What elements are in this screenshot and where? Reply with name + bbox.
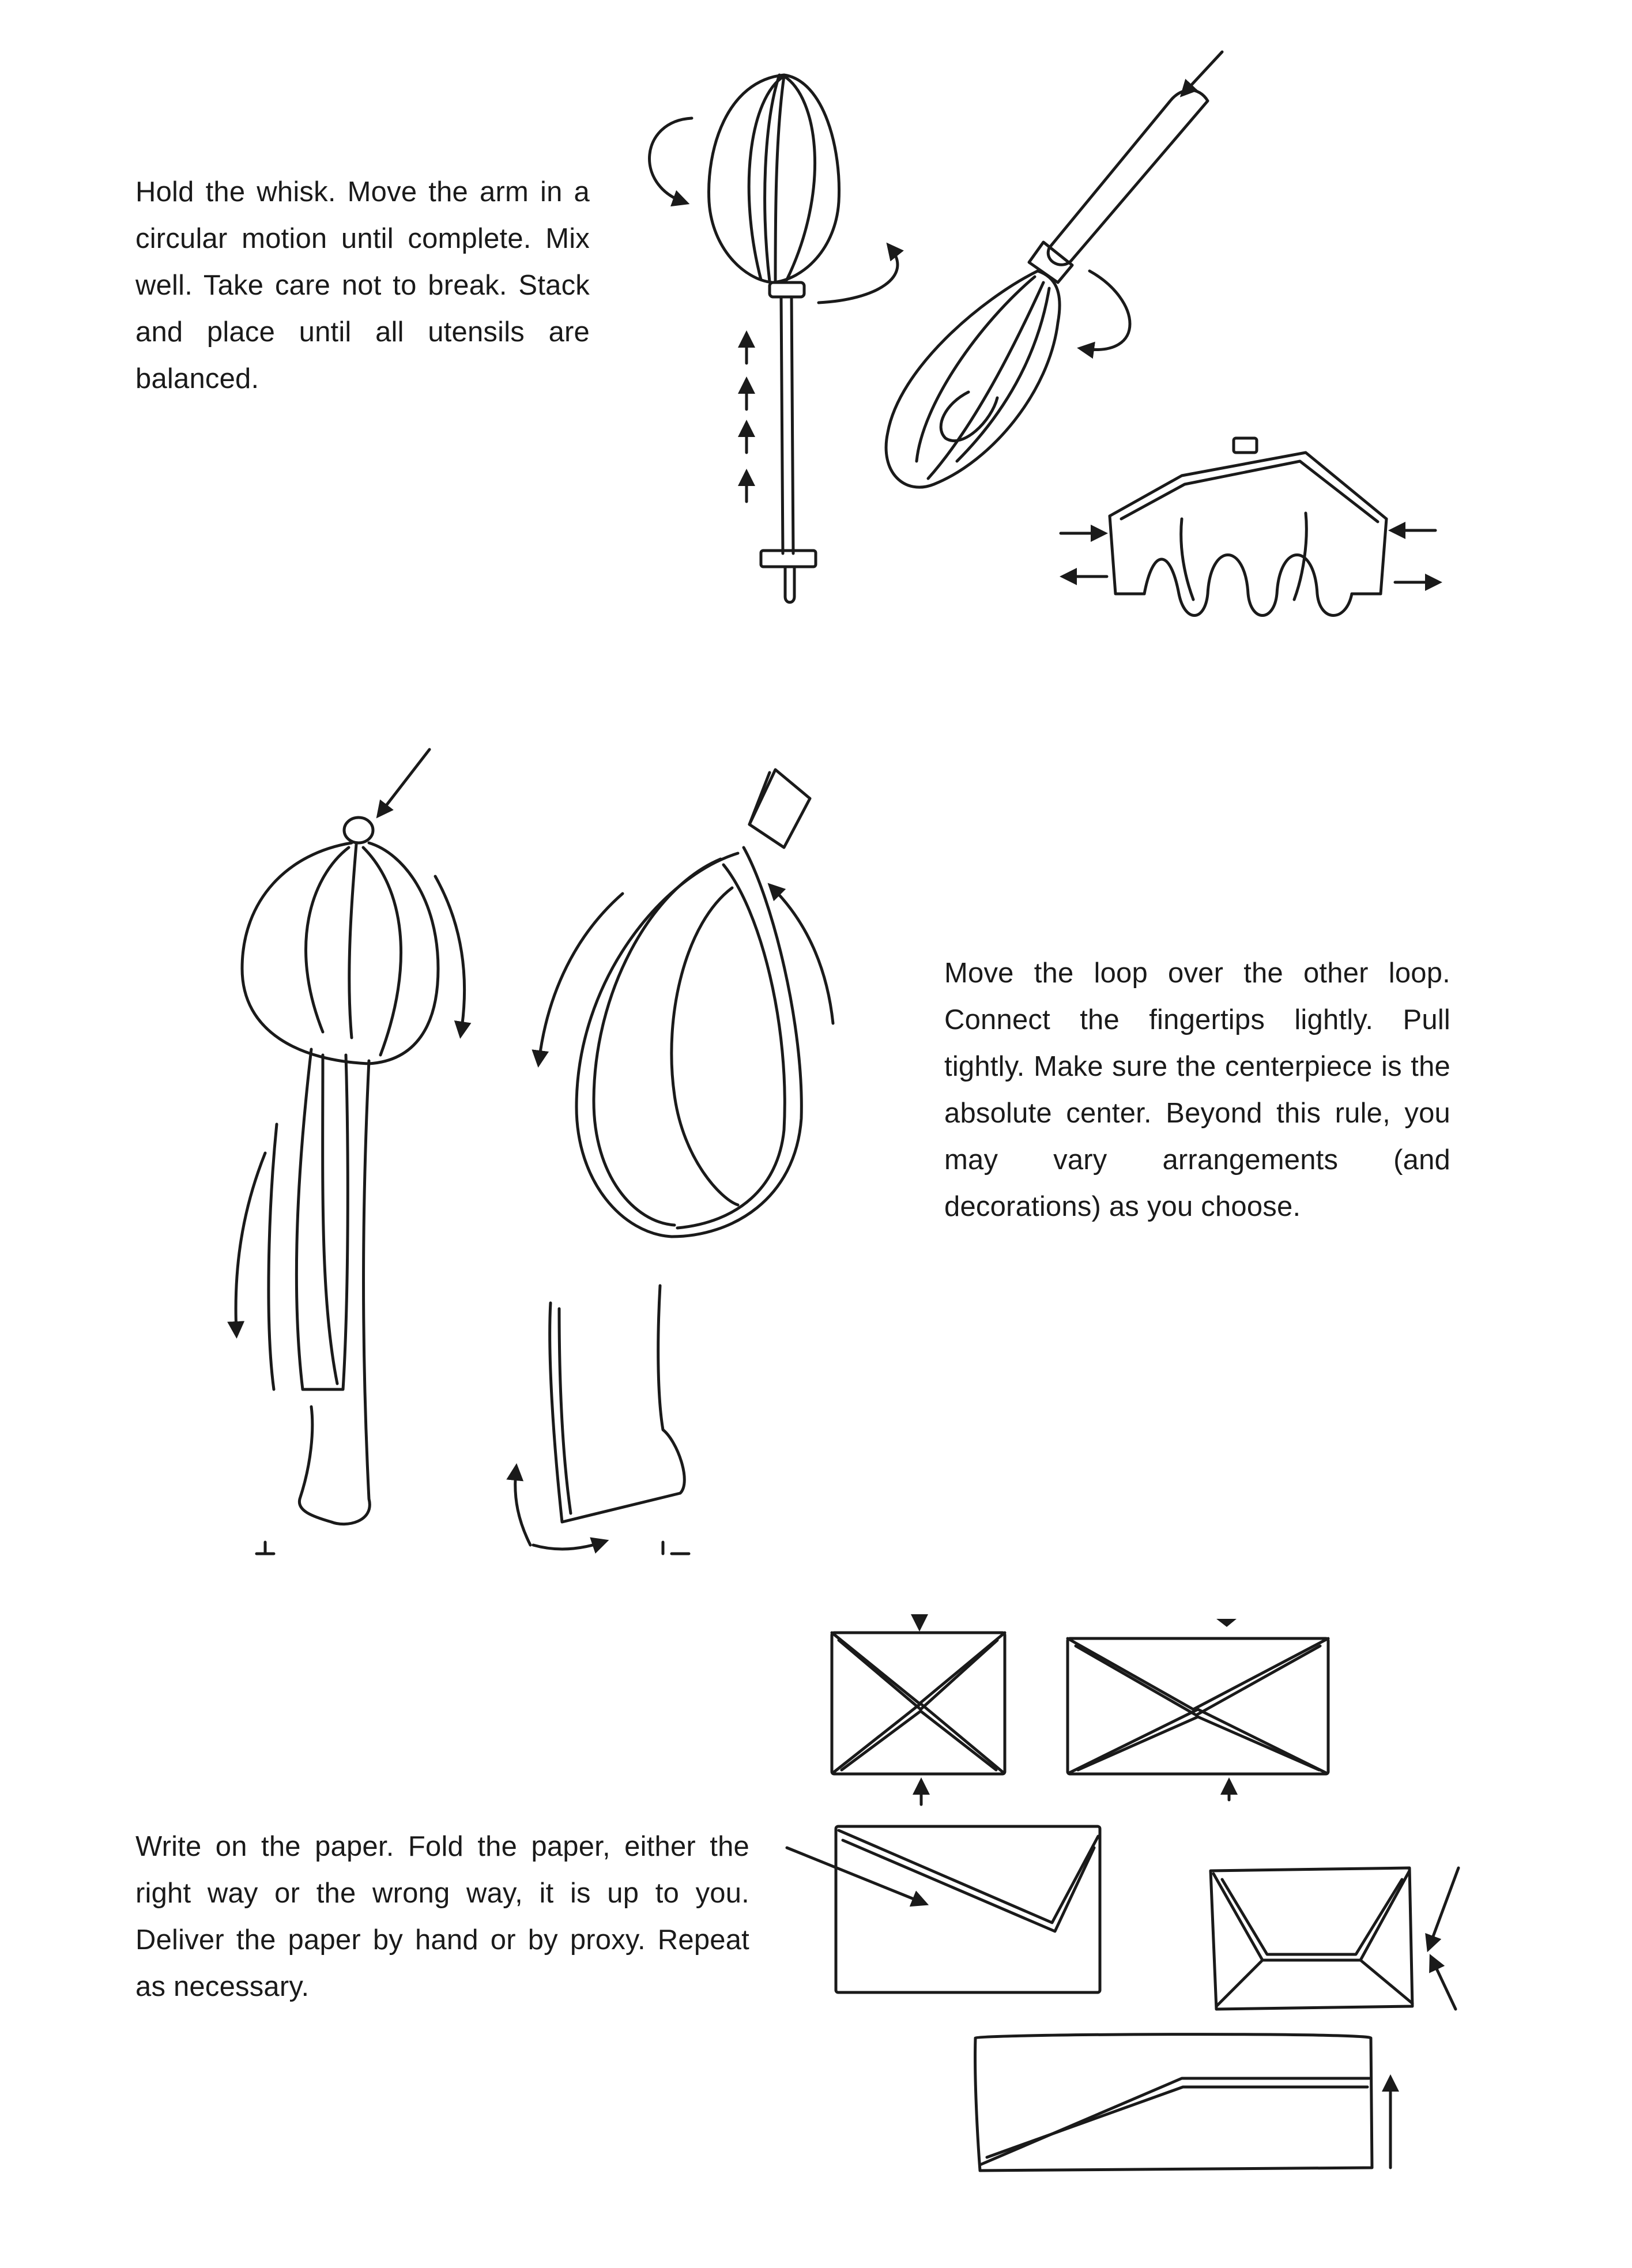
instruction-whisk: Hold the whisk. Move the arm in a circular motion until complete. Mix well. Take care not to break. Stack and place until all utensils are balanced. [135,176,590,394]
ribbon-bow-icon [236,749,465,1554]
ribbon-loop-icon [515,770,833,1554]
envelope-pocket-icon [1211,1868,1458,2009]
envelope-long-icon [975,2035,1390,2171]
envelope-closed-small-icon [832,1620,1005,1804]
envelope-closed-large-icon [1068,1619,1328,1800]
whisk-tilted-icon [886,52,1222,487]
envelope-folded-open-icon [787,1826,1100,1992]
instruction-loop: Move the loop over the other loop. Connect the fingertips lightly. Pull tightly. Make sure the centerpiece is the absolute center. Beyond this rule, you may vary arrangements (and decorations) as you choose. [944,958,1450,1222]
whisk-upright-icon [650,75,898,602]
instruction-paper: Write on the paper. Fold the paper, either the right way or the wrong way, it is up to you. Deliver the paper by hand or by proxy. Repeat as necessary. [135,1831,749,2002]
whisk-flattened-icon [1061,438,1435,616]
